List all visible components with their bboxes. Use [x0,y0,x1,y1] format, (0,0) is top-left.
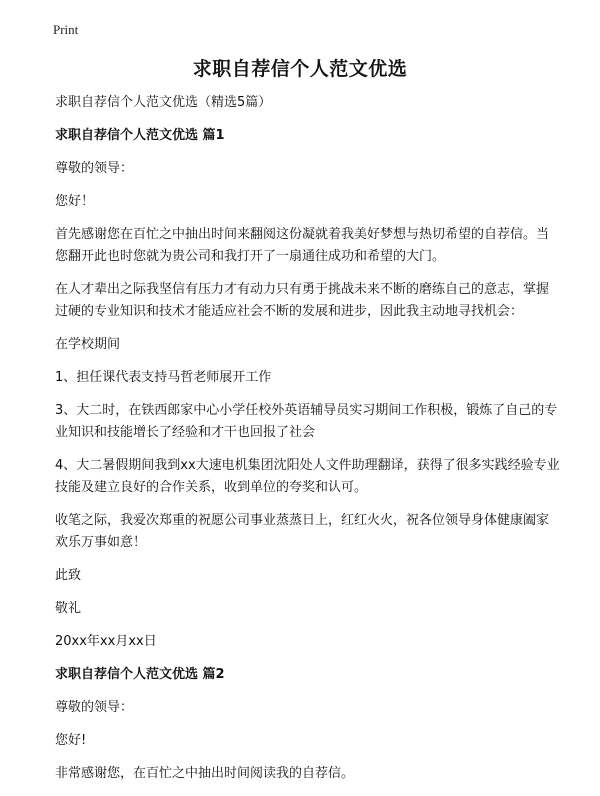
section-heading-2: 求职自荐信个人范文优选 篇2 [55,667,225,682]
paragraph: 首先感谢您在百忙之中抽出时间来翻阅这份凝就着我美好梦想与热切希望的自荐信。当您翻开此也时您就为贵公司和我打开了一扇通往成功和希望的大门。 [55,227,550,264]
greeting: 您好！ [55,194,95,209]
section-heading-1: 求职自荐信个人范文优选 篇1 [55,128,225,143]
paragraph: 在人才辈出之际我坚信有压力才有动力只有勇于挑战未来不断的磨练自己的意志，掌握过硬的专业知识和技术才能适应社会不断的发展和进步，因此我主动地寻找机会： [55,282,550,319]
document-body [55,92,560,796]
salutation: 尊敬的领导： [55,161,134,176]
list-item: 3、大二时，在铁西郎家中心小学任校外英语辅导员实习期间工作积极，锻炼了自己的专业知识和技能增长了经验和才干也回报了社会 [55,403,558,440]
closing-line: 敬礼 [55,601,82,616]
print-link[interactable]: Print [53,22,79,37]
list-item: 1、担任课代表支持马哲老师展开工作 [55,370,272,385]
paragraph: 收笔之际，我爱次郑重的祝愿公司事业蒸蒸日上，红红火火，祝各位领导身体健康阖家欢乐万事如意！ [55,513,550,550]
greeting: 您好! [55,733,87,748]
paragraph: 在学校期间 [55,337,121,352]
intro-text: 求职自荐信个人范文优选（精选5篇） [55,95,272,110]
salutation: 尊敬的领导： [55,700,134,715]
page-title: 求职自荐信个人范文优选 [192,58,408,80]
paragraph: 非常感谢您，在百忙之中抽出时间阅读我的自荐信。 [55,766,355,781]
list-item: 4、大二暑假期间我到xx大速电机集团沈阳处人文件助理翻译，获得了很多实践经验专业技能及建立良好的合作关系，收到单位的夸奖和认可。 [55,458,560,495]
closing-line: 此致 [55,568,82,583]
date-line: 20xx年xx月xx日 [55,634,157,649]
